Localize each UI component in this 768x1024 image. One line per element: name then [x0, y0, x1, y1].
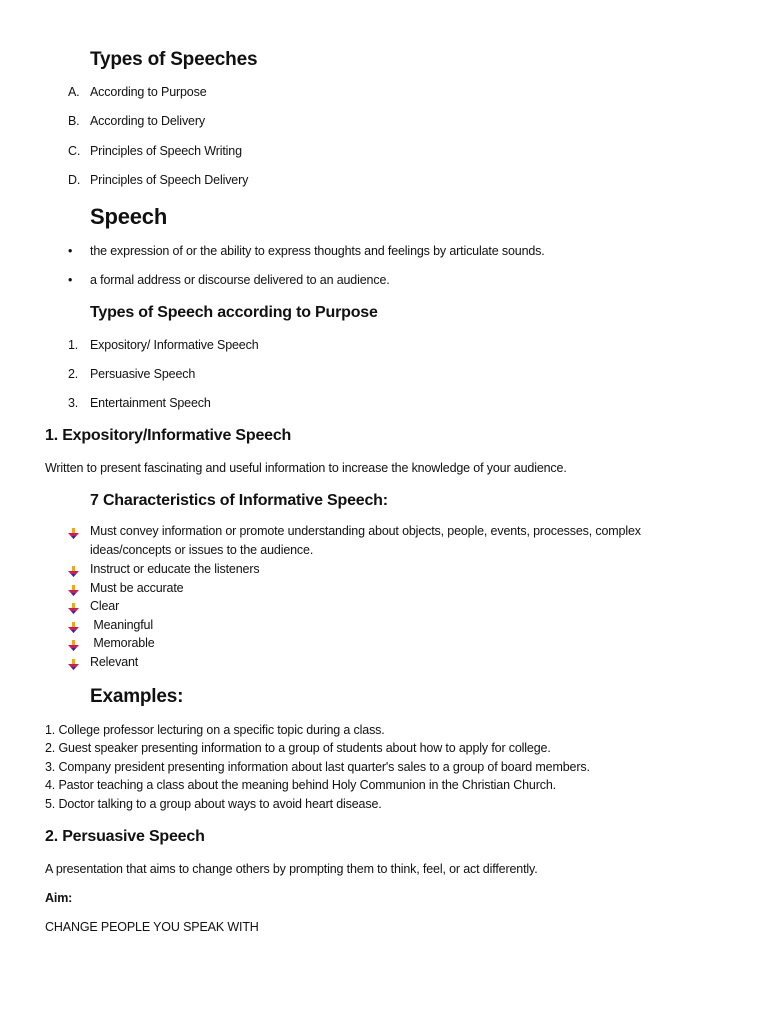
- down-arrow-icon: [68, 584, 79, 596]
- list-item-text: Expository/ Informative Speech: [90, 338, 259, 352]
- examples-heading: Examples:: [90, 686, 184, 707]
- list-marker: 3.: [68, 396, 79, 410]
- list-marker: D.: [68, 173, 81, 187]
- bullet-marker: •: [68, 273, 73, 287]
- list-marker: 2.: [68, 367, 79, 381]
- persuasive-heading: 2. Persuasive Speech: [45, 828, 205, 845]
- list-marker: C.: [68, 144, 81, 158]
- down-arrow-icon: [68, 602, 79, 614]
- characteristic-item: Meaningful: [90, 618, 153, 632]
- list-item: [68, 173, 248, 187]
- example-item: 3. Company president presenting information about last quarter's sales to a group of board members.: [45, 760, 590, 774]
- purpose-types-heading: Types of Speech according to Purpose: [90, 304, 378, 321]
- list-marker: A.: [68, 85, 80, 99]
- characteristic-item: Must convey information or promote understanding about objects, people, events, processes, complex: [90, 524, 641, 538]
- list-item: [68, 367, 195, 381]
- characteristic-item-continued: ideas/concepts or issues to the audience.: [90, 543, 314, 557]
- list-item-text: Principles of Speech Delivery: [90, 173, 249, 187]
- aim-text: CHANGE PEOPLE YOU SPEAK WITH: [45, 920, 259, 934]
- list-item-text: Persuasive Speech: [90, 367, 196, 381]
- example-item: 2. Guest speaker presenting information to a group of students about how to apply for college.: [45, 741, 551, 755]
- characteristics-heading: 7 Characteristics of Informative Speech:: [90, 492, 388, 509]
- down-arrow-icon: [68, 621, 79, 633]
- characteristic-item: Clear: [90, 599, 120, 613]
- aim-label: Aim:: [45, 891, 73, 905]
- down-arrow-icon: [68, 658, 79, 670]
- bullet-text: a formal address or discourse delivered to an audience.: [90, 273, 390, 287]
- example-item: 5. Doctor talking to a group about ways to avoid heart disease.: [45, 797, 382, 811]
- down-arrow-icon: [68, 639, 79, 651]
- characteristic-item: Must be accurate: [90, 581, 184, 595]
- bullet-marker: •: [68, 244, 73, 258]
- list-item-text: Principles of Speech Writing: [90, 144, 242, 158]
- list-marker: B.: [68, 114, 80, 128]
- list-item-text: According to Delivery: [90, 114, 205, 128]
- list-marker: 1.: [68, 338, 79, 352]
- characteristic-item: Instruct or educate the listeners: [90, 562, 260, 576]
- bullet-text: the expression of or the ability to express thoughts and feelings by articulate sounds.: [90, 244, 545, 258]
- down-arrow-icon: [68, 565, 79, 577]
- bullet-item: [68, 244, 545, 258]
- speech-heading: Speech: [90, 204, 168, 229]
- down-arrow-icon: [68, 527, 79, 539]
- informative-heading: 1. Expository/Informative Speech: [45, 427, 292, 444]
- characteristic-item: Relevant: [90, 655, 139, 669]
- example-item: 1. College professor lecturing on a specific topic during a class.: [45, 723, 385, 737]
- list-item: [68, 144, 242, 158]
- list-item-text: Entertainment Speech: [90, 396, 211, 410]
- bullet-item: [68, 273, 390, 287]
- list-item: [68, 85, 207, 99]
- list-item: [68, 396, 211, 410]
- characteristic-item: Memorable: [90, 636, 155, 650]
- list-item: [68, 114, 205, 128]
- persuasive-description: A presentation that aims to change others by prompting them to think, feel, or act differently.: [45, 862, 538, 876]
- example-item: 4. Pastor teaching a class about the meaning behind Holy Communion in the Christian Church.: [45, 778, 556, 792]
- types-of-speeches-heading: Types of Speeches: [90, 49, 258, 70]
- list-item-text: According to Purpose: [90, 85, 207, 99]
- informative-description: Written to present fascinating and useful information to increase the knowledge of your audience.: [45, 461, 567, 475]
- list-item: [68, 338, 259, 352]
